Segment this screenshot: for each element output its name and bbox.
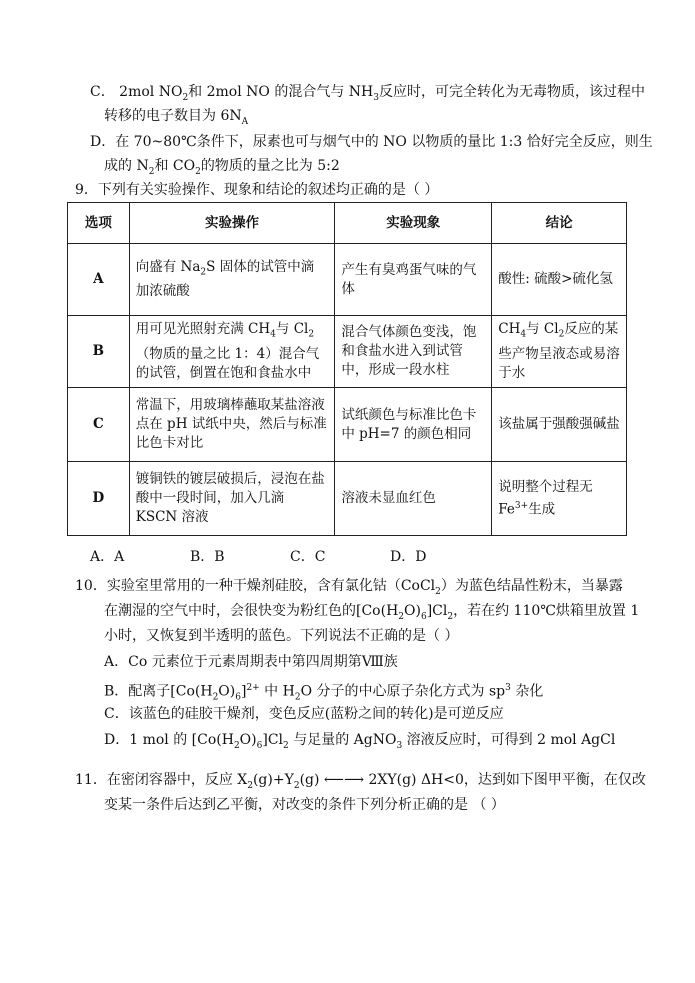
q8-option-d-line1: D．在 70~80℃条件下，尿素也可与烟气中的 NO 以物质的量比 1:3 恰好完全反应，则生 bbox=[90, 134, 653, 150]
header-option: 选项 bbox=[68, 203, 130, 244]
row-c-conclusion: 该盐属于强酸强碱盐 bbox=[492, 388, 627, 462]
answer-b: B．B bbox=[190, 549, 225, 565]
table-row bbox=[68, 388, 627, 462]
q10-option-b: B．配离子$[Co(H_2O)_6]^{2+}$ 中 $H_2O$ 分子的中心原子杂化方式为 $sp^3$ 杂化 bbox=[104, 683, 544, 703]
q11-stem-line2: 变某一条件后达到乙平衡，对改变的条件下列分析正确的是 （ ） bbox=[104, 797, 505, 813]
row-c-phenomenon: 试纸颜色与标准比色卡中 pH=7 的颜色相同 bbox=[335, 388, 492, 462]
row-b-conclusion: $CH_4$与 $Cl_2$反应的某些产物呈液态或易溶于水 bbox=[492, 316, 627, 388]
row-a-phenomenon: 产生有臭鸡蛋气味的气体 bbox=[335, 244, 492, 316]
q9-answer-choices bbox=[90, 546, 490, 566]
row-b-operation: 用可见光照射充满 $CH_4$与 $Cl_2$（物质的量之比 1：4）混合气的试管，倒置在饱和食盐水中 bbox=[129, 316, 335, 388]
q8-option-c-line2: 转移的电子数目为 $6N_A$ bbox=[104, 108, 249, 127]
answer-d: D．D bbox=[390, 549, 427, 565]
q9-table bbox=[67, 202, 627, 536]
table-row bbox=[68, 316, 627, 388]
header-phenomenon: 实验现象 bbox=[335, 203, 492, 244]
row-a-operation: 向盛有 $Na_2S$ 固体的试管中滴 加浓硫酸 bbox=[129, 244, 335, 316]
row-d-phenomenon: 溶液未显血红色 bbox=[335, 462, 492, 536]
table-row bbox=[68, 462, 627, 536]
q8-option-c-line1: C． 2mol $NO_2$和 2mol NO 的混合气与 $NH_3$反应时，可完全转化为无毒物质，该过程中 bbox=[90, 84, 645, 103]
answer-c: C．C bbox=[290, 549, 326, 565]
q10-stem-line1: 10．实验室里常用的一种干燥剂硅胶，含有氯化钴（CoCl$_2$）为蓝色结晶性粉末，当暴露 bbox=[75, 578, 623, 597]
q10-stem-line2: 在潮湿的空气中时，会很快变为粉红色的$[Co(H_2O)_6]Cl_2$，若在约 110℃烘箱里放置 1 bbox=[104, 603, 640, 622]
row-b-option: B bbox=[68, 316, 130, 388]
q10-option-c: C．该蓝色的硅胶干燥剂，变色反应(蓝粉之间的转化)是可逆反应 bbox=[104, 706, 504, 722]
row-c-operation: 常温下，用玻璃棒蘸取某盐溶液点在 pH 试纸中央，然后与标准比色卡对比 bbox=[129, 388, 335, 462]
row-b-phenomenon: 混合气体颜色变浅，饱和食盐水进入到试管中，形成一段水柱 bbox=[335, 316, 492, 388]
q10-option-a: A．Co 元素位于元素周期表中第四周期第Ⅷ族 bbox=[104, 654, 398, 670]
row-a-conclusion: 酸性: 硫酸>硫化氢 bbox=[492, 244, 627, 316]
row-d-operation: 镀铜铁的镀层破损后，浸泡在盐酸中一段时间，加入几滴 KSCN 溶液 bbox=[129, 462, 335, 536]
table-header-row bbox=[68, 203, 627, 244]
header-conclusion: 结论 bbox=[492, 203, 627, 244]
q10-stem-line3: 小时，又恢复到半透明的蓝色。下列说法不正确的是（ ） bbox=[104, 628, 459, 644]
header-operation: 实验操作 bbox=[129, 203, 335, 244]
row-d-conclusion: 说明整个过程无 $Fe^{3+}$生成 bbox=[492, 462, 627, 536]
row-a-option: A bbox=[68, 244, 130, 316]
row-c-option: C bbox=[68, 388, 130, 462]
q8-option-d-line2: 成的 $N_2$和 $CO_2$的物质的量之比为 5:2 bbox=[104, 158, 340, 177]
q11-stem-line1: 11．在密闭容器中，反应 $X_2(g)+Y_2(g)$ ⟵⟶ 2XY(g) ΔH<0，达到如下图甲平衡，在仅改 bbox=[75, 772, 646, 791]
q10-option-d: D．1 mol 的 $[Co(H_2O)_6]Cl_2$ 与足量的 AgNO$_3$ 溶液反应时，可得到 2 mol AgCl bbox=[104, 732, 616, 751]
table-row bbox=[68, 244, 627, 316]
q9-stem: 9．下列有关实验操作、现象和结论的叙述均正确的是（ ） bbox=[75, 182, 439, 198]
row-d-option: D bbox=[68, 462, 130, 536]
answer-a: A．A bbox=[90, 549, 125, 565]
